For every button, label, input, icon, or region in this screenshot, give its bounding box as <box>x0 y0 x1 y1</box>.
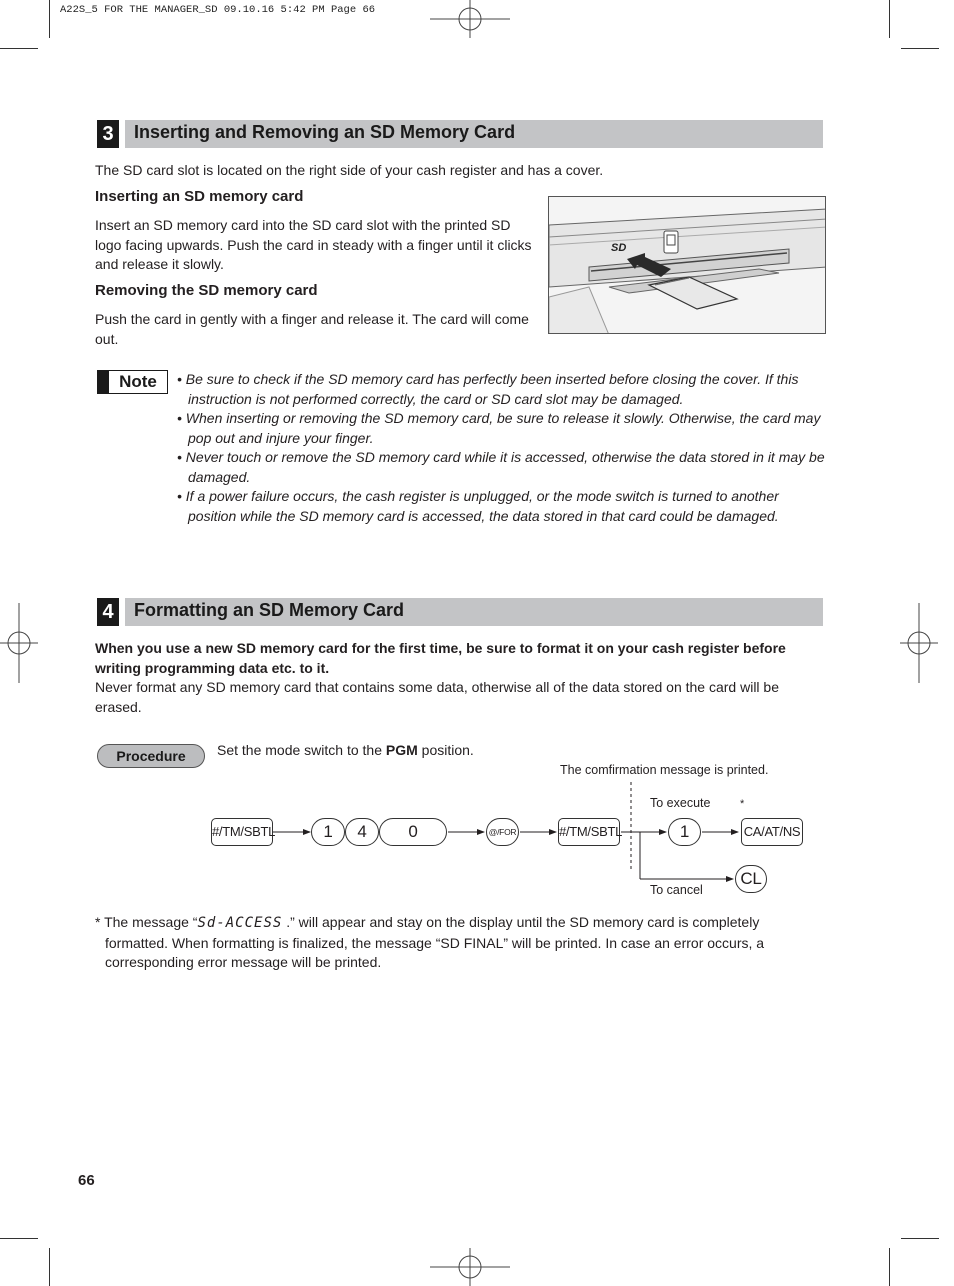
note-item: • Be sure to check if the SD memory card has perfectly been inserted before closing the cover. If this instruction is not performed correctly, the card or SD card slot may be damaged. <box>177 371 799 407</box>
removing-text: Push the card in gently with a finger and release it. The card will come out. <box>95 311 529 347</box>
numeric-key-1[interactable]: 1 <box>311 818 345 846</box>
section-number: 3 <box>97 120 119 148</box>
cancel-label: To cancel <box>650 883 703 897</box>
section-title: Inserting and Removing an SD Memory Card <box>134 122 516 142</box>
footnote-suffix: .” will appear and stay on the display until the SD memory card is completely formatted. When formatting is finalized, the message “SD FINAL” will be printed. In case an error occurs, a corresponding error message will be printed. <box>105 914 765 970</box>
at-for-key[interactable]: @/FOR <box>486 818 519 846</box>
page-number: 66 <box>78 1172 95 1189</box>
format-warning-text: Never format any SD memory card that contains some data, otherwise all of the data stored on the card will be erased. <box>95 679 779 715</box>
note-item: • When inserting or removing the SD memory card, be sure to release it slowly. Otherwise, the card may pop out and injure your finger. <box>177 410 821 446</box>
cl-key[interactable]: CL <box>735 865 767 893</box>
removing-heading: Removing the SD memory card <box>95 282 318 299</box>
note-item: • If a power failure occurs, the cash register is unplugged, or the mode switch is turned to another position while the SD memory card is accessed, the data stored in that card could be damaged. <box>177 488 779 524</box>
ca-at-ns-key[interactable]: CA/AT/NS <box>741 818 803 846</box>
numeric-key-1-confirm[interactable]: 1 <box>668 818 701 846</box>
section-title: Formatting an SD Memory Card <box>134 600 405 620</box>
note-item: • Never touch or remove the SD memory card while it is accessed, otherwise the data stored in it may be damaged. <box>177 449 825 485</box>
footnote <box>95 913 815 973</box>
procedure-badge: Procedure <box>97 744 205 768</box>
numeric-key-4[interactable]: 4 <box>345 818 379 846</box>
tm-sbtl-key[interactable]: #/TM/SBTL <box>211 818 273 846</box>
procedure-step-prefix: Set the mode switch to the <box>217 742 386 758</box>
footnote-prefix: * The message “ <box>95 914 198 930</box>
asterisk-mark: * <box>740 798 745 810</box>
format-warning-bold: When you use a new SD memory card for the first time, be sure to format it on your cash register before writing programming data etc. to it. <box>95 640 786 676</box>
section-number: 4 <box>97 598 119 626</box>
lcd-message: Sd-ACCESS <box>197 915 283 931</box>
procedure-step-bold: PGM <box>385 742 418 758</box>
inserting-heading: Inserting an SD memory card <box>95 188 304 205</box>
note-label: Note <box>108 370 168 394</box>
confirmation-label: The comfirmation message is printed. <box>560 763 769 777</box>
sd-logo: SD <box>611 242 627 254</box>
tm-sbtl-key-2[interactable]: #/TM/SBTL <box>558 818 620 846</box>
procedure-step-suffix: position. <box>417 742 474 758</box>
print-slug: A22S_5 FOR THE MANAGER_SD 09.10.16 5:42 PM Page 66 <box>60 4 376 16</box>
section-intro: The SD card slot is located on the right side of your cash register and has a cover. <box>95 162 604 178</box>
execute-label: To execute <box>650 796 711 810</box>
numeric-key-0[interactable]: 0 <box>379 818 447 846</box>
inserting-text: Insert an SD memory card into the SD card slot with the printed SD logo facing upwards. Push the card in steady with a finger until it clicks and release it slowly. <box>95 217 532 272</box>
